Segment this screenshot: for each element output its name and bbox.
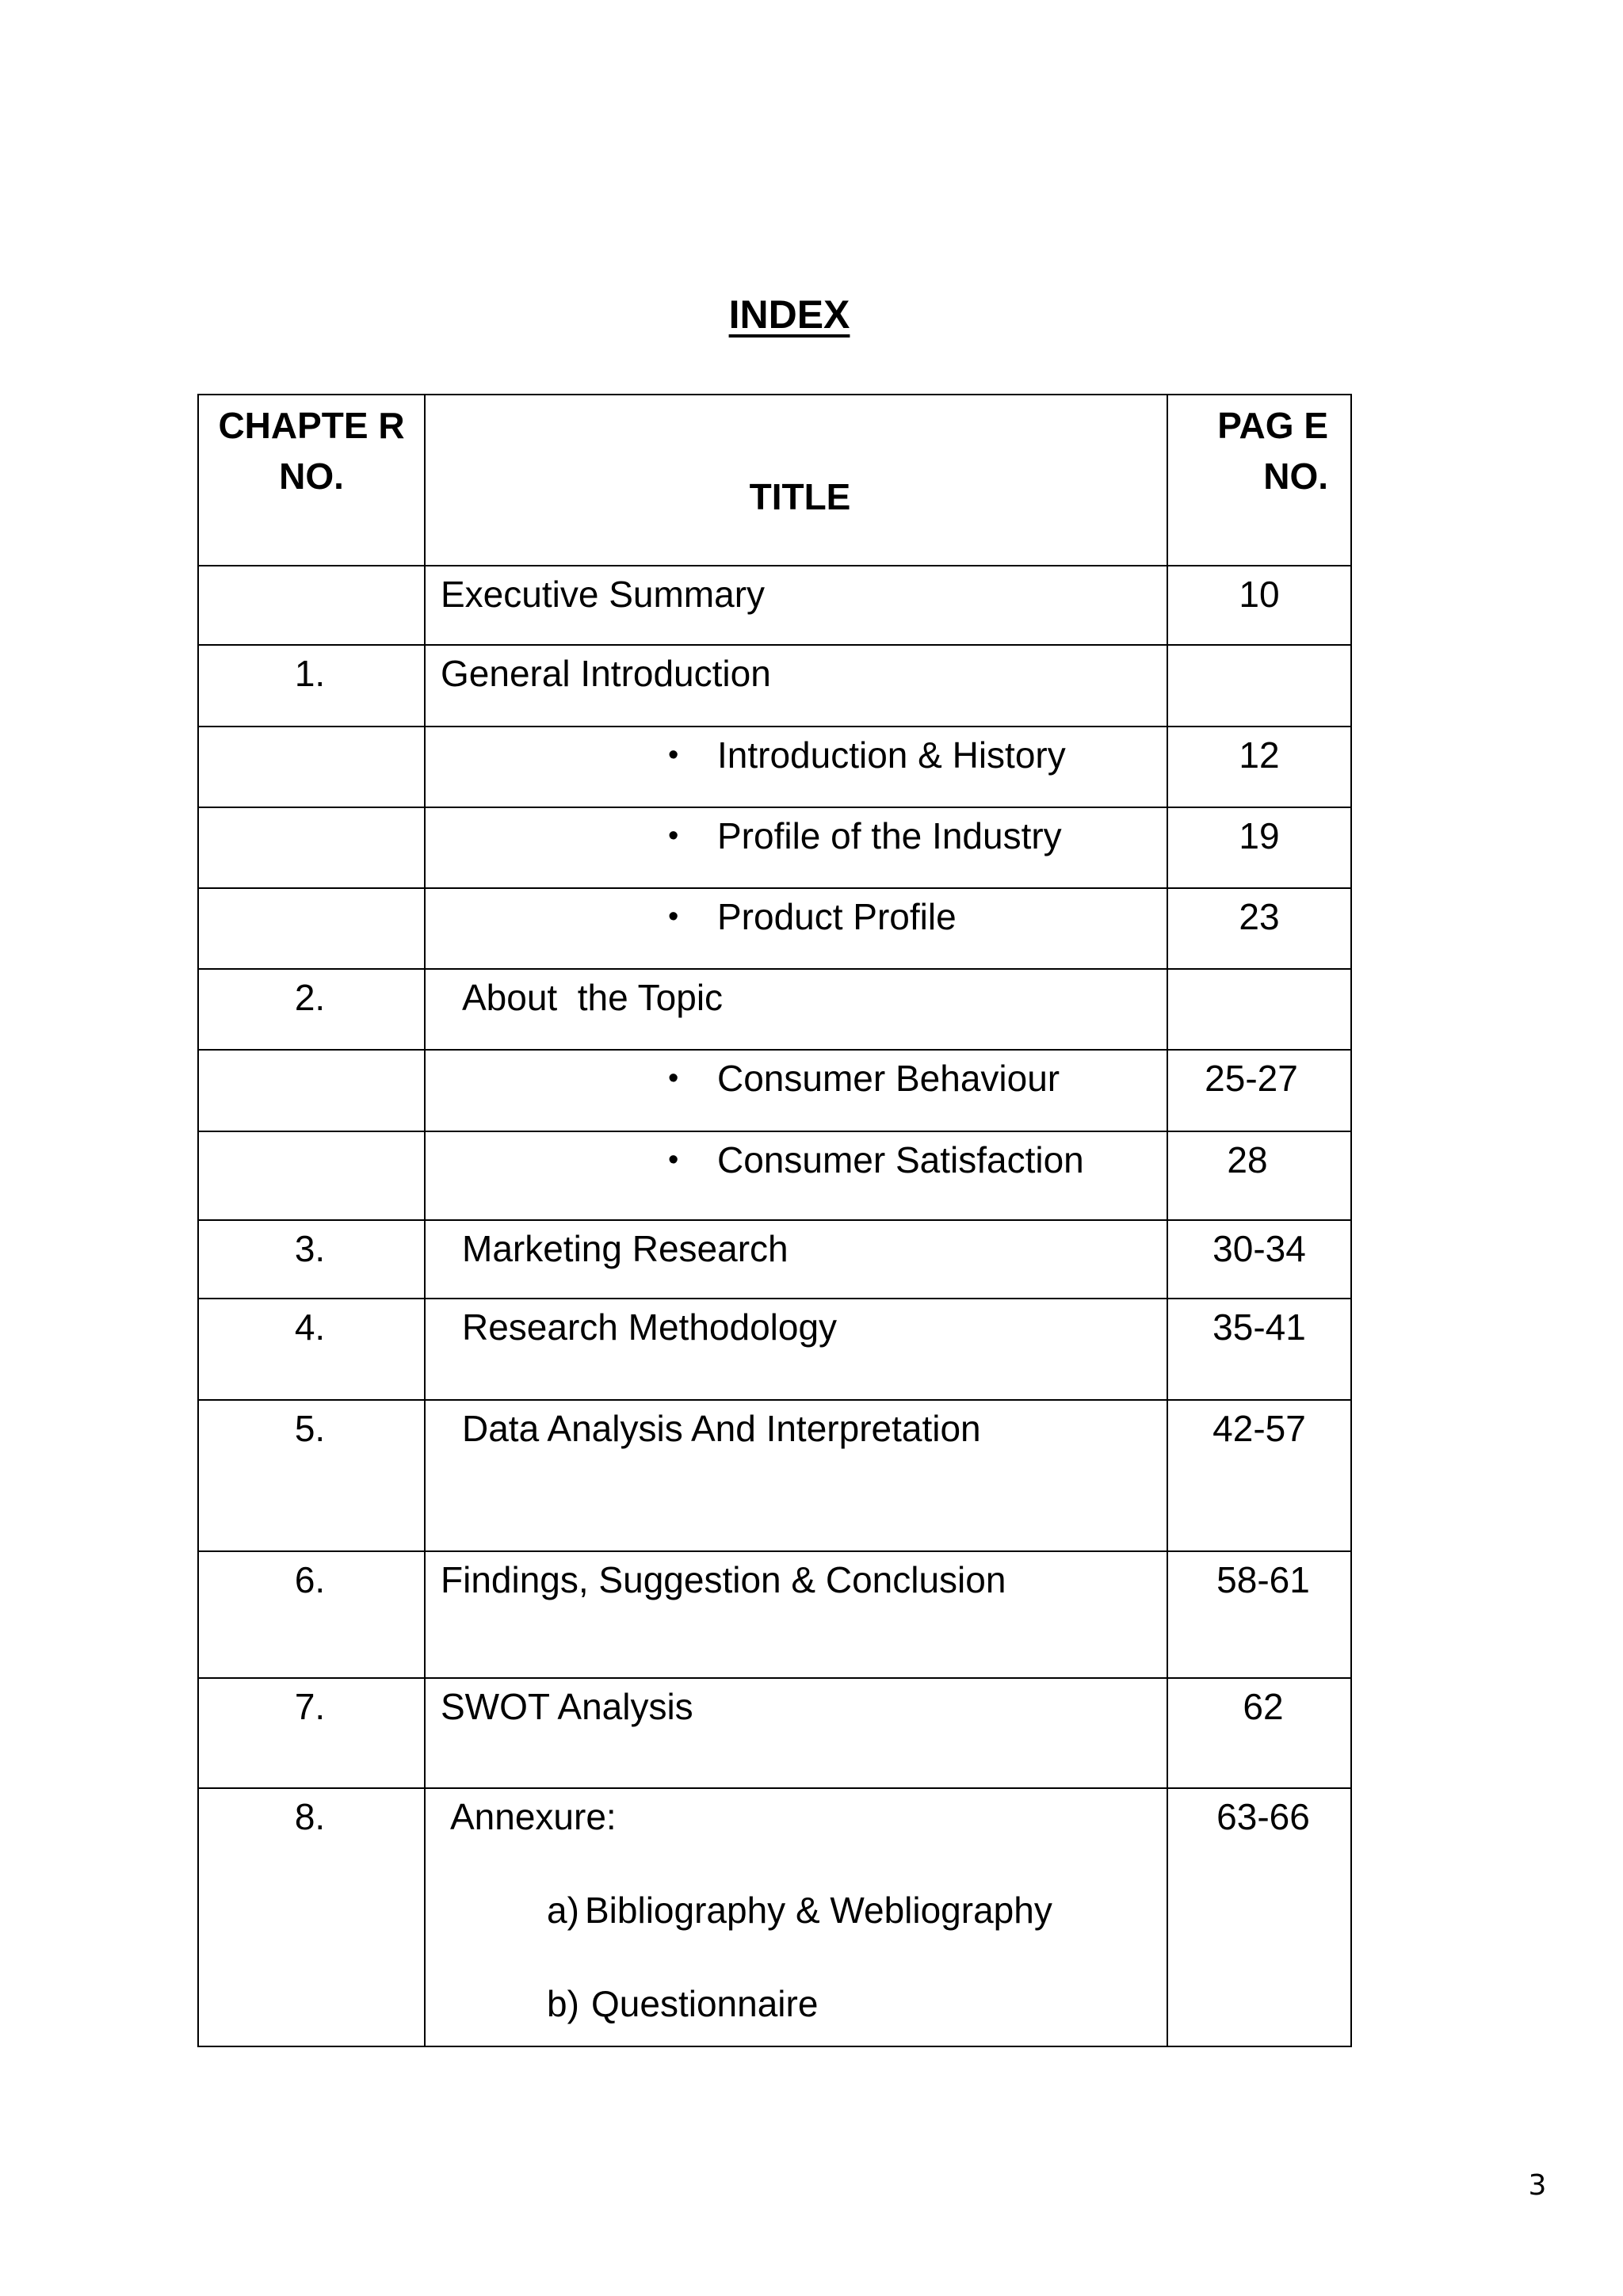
entry-page: 23	[1167, 888, 1351, 969]
table-row	[198, 969, 1351, 1050]
header-chapter-no: CHAPTE R NO.	[198, 395, 425, 566]
table-row	[198, 1220, 1351, 1299]
list-item-label: a)	[547, 1890, 579, 1931]
bullet-icon: •	[668, 738, 679, 772]
table-row	[198, 888, 1351, 969]
table-row	[198, 1050, 1351, 1131]
chapter-number: 2.	[198, 969, 425, 1050]
entry-page: 35-41	[1167, 1299, 1351, 1400]
entry-title: Product Profile	[717, 896, 957, 937]
chapter-number	[198, 888, 425, 969]
list-item-text: Questionnaire	[591, 1983, 819, 2024]
bullet-entry	[425, 807, 1167, 888]
entry-title: General Introduction	[425, 645, 1167, 727]
list-item-text: Bibliography & Webliography	[585, 1890, 1052, 1931]
table-row	[198, 1400, 1351, 1551]
chapter-number	[198, 1050, 425, 1131]
chapter-number	[198, 566, 425, 645]
annexure-entry	[425, 1788, 1167, 2046]
entry-page: 12	[1167, 727, 1351, 807]
header-page-no: PAG E NO.	[1167, 395, 1351, 566]
bullet-entry	[425, 888, 1167, 969]
entry-title: Profile of the Industry	[717, 815, 1062, 856]
entry-title: Consumer Satisfaction	[717, 1139, 1084, 1180]
chapter-number	[198, 727, 425, 807]
chapter-number: 8.	[198, 1788, 425, 2046]
chapter-number	[198, 807, 425, 888]
chapter-number	[198, 1131, 425, 1220]
page-number: 3	[1528, 2169, 1547, 2202]
entry-page: 19	[1167, 807, 1351, 888]
header-row	[198, 395, 1351, 566]
table-row	[198, 1299, 1351, 1400]
entry-title: Consumer Behaviour	[717, 1058, 1060, 1099]
chapter-number: 5.	[198, 1400, 425, 1551]
chapter-number: 1.	[198, 645, 425, 727]
table-row	[198, 1788, 1351, 2046]
bullet-entry	[425, 727, 1167, 807]
entry-title: Introduction & History	[717, 734, 1066, 776]
entry-page: 30-34	[1167, 1220, 1351, 1299]
list-item	[450, 1982, 1167, 2025]
table-row	[198, 807, 1351, 888]
table-row	[198, 645, 1351, 727]
list-item-label: b)	[547, 1983, 579, 2024]
entry-title: Executive Summary	[425, 566, 1167, 645]
entry-title: Research Methodology	[425, 1299, 1167, 1400]
table-row	[198, 1678, 1351, 1788]
bullet-icon: •	[668, 900, 679, 933]
chapter-number: 7.	[198, 1678, 425, 1788]
table-row	[198, 1551, 1351, 1678]
entry-page: 10	[1167, 566, 1351, 645]
table-row	[198, 1131, 1351, 1220]
entry-page	[1167, 645, 1351, 727]
chapter-number: 3.	[198, 1220, 425, 1299]
bullet-icon: •	[668, 1143, 679, 1177]
entry-page: 63-66	[1167, 1788, 1351, 2046]
chapter-number: 4.	[198, 1299, 425, 1400]
entry-page	[1167, 969, 1351, 1050]
bullet-icon: •	[668, 1062, 679, 1095]
entry-page: 62	[1167, 1678, 1351, 1788]
entry-page: 58-61	[1167, 1551, 1351, 1678]
page-title: INDEX	[728, 292, 850, 337]
list-item	[450, 1889, 1167, 1932]
entry-title: Data Analysis And Interpretation	[425, 1400, 1167, 1551]
table-row	[198, 727, 1351, 807]
header-title: TITLE	[425, 395, 1167, 566]
entry-title: Annexure:	[450, 1796, 617, 1837]
index-table	[197, 394, 1352, 2047]
bullet-entry	[425, 1050, 1167, 1131]
entry-page: 28	[1167, 1131, 1351, 1220]
bullet-entry	[425, 1131, 1167, 1220]
entry-title: Findings, Suggestion & Conclusion	[425, 1551, 1167, 1678]
chapter-number: 6.	[198, 1551, 425, 1678]
entry-page: 25-27	[1167, 1050, 1351, 1131]
entry-title: About the Topic	[425, 969, 1167, 1050]
bullet-icon: •	[668, 819, 679, 852]
entry-page: 42-57	[1167, 1400, 1351, 1551]
table-row	[198, 566, 1351, 645]
entry-title: Marketing Research	[425, 1220, 1167, 1299]
entry-title: SWOT Analysis	[425, 1678, 1167, 1788]
